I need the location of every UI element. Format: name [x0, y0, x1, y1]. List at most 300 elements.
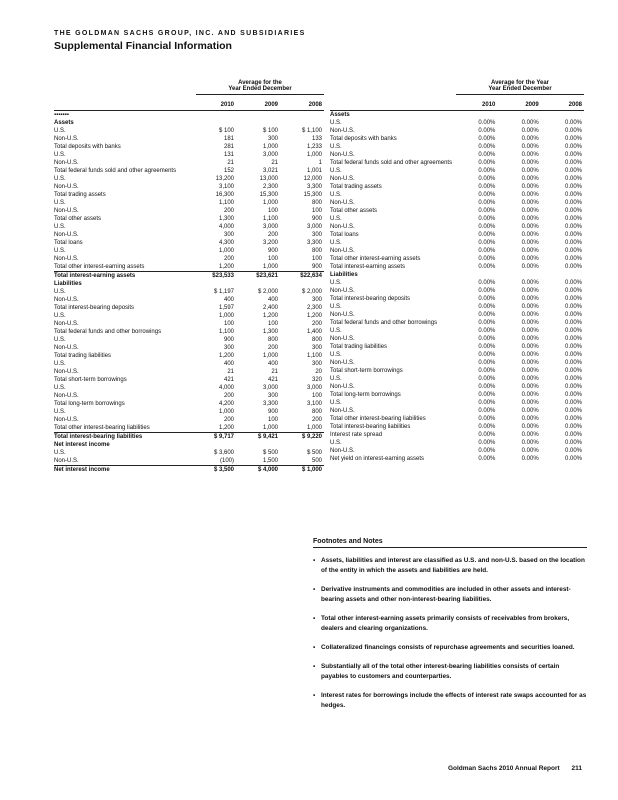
table-row — [54, 328, 324, 336]
left-financial-table — [54, 101, 324, 474]
row-value: 0.00% — [564, 408, 582, 414]
row-value: 0.00% — [564, 368, 582, 374]
table-row — [54, 408, 324, 416]
row-value: 0.00% — [478, 144, 496, 150]
row-value: 1,000 — [262, 425, 278, 431]
row-value: 421 — [267, 377, 278, 383]
row-label: Total interest-bearing deposits — [54, 305, 135, 311]
row-value — [236, 441, 280, 449]
row-value: 1,200 — [218, 353, 234, 359]
row-value: 0.00% — [564, 336, 582, 342]
row-value: $ 500 — [306, 450, 322, 456]
table-row — [330, 367, 584, 375]
row-value: 0.00% — [521, 432, 539, 438]
row-value: 0.00% — [564, 360, 582, 366]
row-value: 0.00% — [521, 384, 539, 390]
row-value: 0.00% — [478, 152, 496, 158]
row-value: 15,300 — [303, 192, 322, 198]
row-value: 0.00% — [564, 456, 582, 462]
row-label: Non-U.S. — [54, 297, 79, 303]
row-label: U.S. — [54, 361, 66, 367]
row-value — [280, 111, 324, 120]
row-value: 1,100 — [306, 353, 322, 359]
row-label: Total short-term borrowings — [54, 377, 127, 383]
row-label: U.S. — [54, 313, 66, 319]
row-value: 281 — [223, 144, 234, 150]
row-value: 20 — [315, 369, 322, 375]
row-value: 100 — [267, 417, 278, 423]
section-row — [54, 111, 324, 120]
bullet-icon: ▪ — [313, 586, 316, 593]
row-value: 0.00% — [564, 128, 582, 134]
row-value: 3,100 — [218, 184, 234, 190]
row-value: 0.00% — [564, 216, 582, 222]
row-value: 0.00% — [478, 424, 496, 430]
table-row — [330, 431, 584, 439]
row-value: 0.00% — [564, 160, 582, 166]
row-value: 0.00% — [521, 224, 539, 230]
row-value: 0.00% — [564, 416, 582, 422]
row-value: 0.00% — [478, 304, 496, 310]
row-value: (100) — [219, 458, 234, 464]
row-value: $ 9,421 — [236, 433, 280, 442]
table-row — [330, 223, 584, 231]
row-value: 0.00% — [478, 312, 496, 318]
row-value: 0.00% — [521, 456, 539, 462]
right-period-heading: Average for the Year Year Ended December — [456, 74, 584, 101]
row-value: 0.00% — [521, 184, 539, 190]
row-value: 13,200 — [215, 176, 234, 182]
row-value: $ 2,000 — [301, 289, 322, 295]
table-row — [330, 239, 584, 247]
row-label: U.S. — [330, 216, 342, 222]
row-value: 3,000 — [262, 152, 278, 158]
row-value: 0.00% — [478, 384, 496, 390]
table-row — [330, 175, 584, 183]
row-value: $ 9,220 — [280, 433, 324, 442]
row-value: 0.00% — [478, 208, 496, 214]
row-value — [454, 271, 497, 279]
row-value: 100 — [267, 321, 278, 327]
row-label: Interest rate spread — [330, 432, 383, 438]
row-value: 1,000 — [218, 248, 234, 254]
row-value: 300 — [311, 361, 322, 367]
row-value — [541, 271, 584, 279]
row-value: $ 100 — [218, 128, 234, 134]
row-value: 0.00% — [564, 240, 582, 246]
table-row — [330, 231, 584, 239]
row-value: 0.00% — [564, 304, 582, 310]
row-value: 800 — [311, 200, 322, 206]
table-row — [54, 457, 324, 466]
row-label: U.S. — [330, 240, 342, 246]
row-label: Non-U.S. — [330, 384, 355, 390]
row-value: 300 — [267, 136, 278, 142]
row-label: U.S. — [330, 376, 342, 382]
bullet-icon: ▪ — [313, 663, 316, 670]
table-row — [54, 304, 324, 312]
row-value: 0.00% — [564, 264, 582, 270]
row-value: 200 — [223, 393, 234, 399]
row-value — [192, 119, 236, 127]
column-header-year: 2010 — [192, 101, 236, 111]
table-row — [330, 447, 584, 455]
row-label: Non-U.S. — [330, 408, 355, 414]
table-row — [54, 312, 324, 320]
row-label: Non-U.S. — [54, 321, 79, 327]
table-row — [54, 159, 324, 167]
row-value: 0.00% — [478, 320, 496, 326]
row-value: 3,200 — [262, 240, 278, 246]
row-value — [236, 111, 280, 120]
table-row — [54, 449, 324, 457]
row-label: U.S. — [330, 352, 342, 358]
row-value: 0.00% — [478, 160, 496, 166]
row-value: 100 — [223, 321, 234, 327]
row-label: U.S. — [330, 280, 342, 286]
table-row — [330, 375, 584, 383]
row-value: 3,300 — [306, 184, 322, 190]
row-value: 320 — [311, 377, 322, 383]
row-value: 131 — [223, 152, 234, 158]
row-label: U.S. — [54, 289, 66, 295]
row-value: 0.00% — [478, 416, 496, 422]
row-label: Non-U.S. — [54, 232, 79, 238]
note-item — [313, 643, 587, 653]
table-row — [54, 215, 324, 223]
row-label: Total long-term borrowings — [54, 401, 125, 407]
row-value: 0.00% — [478, 168, 496, 174]
row-value: 0.00% — [521, 296, 539, 302]
row-value: 900 — [267, 248, 278, 254]
row-label: U.S. — [330, 400, 342, 406]
row-label: Net yield on interest-earning assets — [330, 456, 425, 462]
row-label: Total deposits with banks — [330, 136, 397, 142]
row-label: Total trading assets — [330, 184, 382, 190]
row-value: 900 — [311, 216, 322, 222]
company-name: THE GOLDMAN SACHS GROUP, INC. AND SUBSIDIARIES — [54, 30, 306, 37]
row-value: 0.00% — [478, 248, 496, 254]
row-value: 0.00% — [564, 352, 582, 358]
row-value: 0.00% — [521, 416, 539, 422]
row-label: Total short-term borrowings — [330, 368, 403, 374]
column-header-year: 2010 — [454, 101, 497, 111]
row-value: 0.00% — [478, 344, 496, 350]
page-number: 211 — [571, 765, 582, 772]
row-label: Total federal funds sold and other agreements — [330, 160, 453, 166]
row-label: Non-U.S. — [330, 176, 355, 182]
row-value: 1,001 — [306, 168, 322, 174]
row-value: 4,000 — [218, 385, 234, 391]
row-value: 100 — [267, 208, 278, 214]
table-row — [54, 296, 324, 304]
row-value: 1,100 — [262, 216, 278, 222]
row-value: 900 — [267, 409, 278, 415]
row-label: Non-U.S. — [330, 200, 355, 206]
row-label: U.S. — [54, 248, 66, 254]
row-label: Non-U.S. — [330, 448, 355, 454]
row-value: 300 — [311, 232, 322, 238]
row-value: 200 — [267, 232, 278, 238]
row-value: 0.00% — [564, 224, 582, 230]
note-text: Total other interest-earning assets primarily consists of receivables from brokers, dealers and clearing organizations. — [321, 615, 570, 632]
row-value — [454, 111, 497, 120]
row-value: $ 1,197 — [213, 289, 234, 295]
row-value: 0.00% — [521, 368, 539, 374]
row-value: 0.00% — [521, 344, 539, 350]
row-value: 133 — [311, 136, 322, 142]
table-row — [330, 151, 584, 159]
section-row — [330, 271, 584, 279]
row-value: 1,500 — [262, 458, 278, 464]
row-value: 900 — [311, 264, 322, 270]
row-value: 400 — [223, 297, 234, 303]
row-value: 0.00% — [521, 424, 539, 430]
row-label: Non-U.S. — [330, 248, 355, 254]
row-value: 0.00% — [564, 320, 582, 326]
row-value: 0.00% — [521, 312, 539, 318]
table-row — [54, 231, 324, 239]
row-label: Total interest-bearing deposits — [330, 296, 411, 302]
row-value: 300 — [223, 232, 234, 238]
table-row — [54, 175, 324, 183]
row-label: Total deposits with banks — [54, 144, 121, 150]
row-value: 0.00% — [521, 440, 539, 446]
total-row — [54, 272, 324, 281]
table-row — [54, 400, 324, 408]
row-value: 0.00% — [521, 400, 539, 406]
row-value — [497, 111, 540, 120]
row-value: 0.00% — [564, 152, 582, 158]
row-value: 0.00% — [564, 280, 582, 286]
row-label: Total interest-bearing liabilities — [330, 424, 411, 430]
row-value: 400 — [267, 297, 278, 303]
row-value: 4,300 — [218, 240, 234, 246]
row-label: Non-U.S. — [54, 345, 79, 351]
row-value: 0.00% — [564, 192, 582, 198]
table-row — [330, 207, 584, 215]
table-row — [54, 199, 324, 207]
row-value: 0.00% — [521, 360, 539, 366]
row-value: 0.00% — [478, 128, 496, 134]
row-label: Total loans — [54, 240, 83, 246]
row-value: 0.00% — [478, 192, 496, 198]
row-value: 100 — [311, 256, 322, 262]
row-value: 0.00% — [564, 432, 582, 438]
row-label: Non-U.S. — [330, 128, 355, 134]
section-row — [54, 441, 324, 449]
row-value — [192, 111, 236, 120]
row-value: 0.00% — [478, 296, 496, 302]
row-value: 0.00% — [478, 120, 496, 126]
row-value: 800 — [311, 337, 322, 343]
row-value: $ 100 — [262, 128, 278, 134]
row-value: 0.00% — [521, 128, 539, 134]
row-value: 1,000 — [218, 409, 234, 415]
table-row — [54, 344, 324, 352]
row-label: Non-U.S. — [54, 208, 79, 214]
row-value: 1,000 — [262, 200, 278, 206]
note-item — [313, 556, 587, 576]
row-value — [236, 280, 280, 288]
row-value: 100 — [267, 256, 278, 262]
row-value: 0.00% — [521, 240, 539, 246]
table-row — [54, 424, 324, 433]
row-value: 0.00% — [521, 120, 539, 126]
row-value: 3,000 — [262, 385, 278, 391]
row-label: U.S. — [330, 304, 342, 310]
row-label: Non-U.S. — [54, 256, 79, 262]
row-value: 0.00% — [564, 136, 582, 142]
row-value: 0.00% — [521, 168, 539, 174]
table-row — [54, 368, 324, 376]
row-value: 2,300 — [262, 184, 278, 190]
row-value: 4,000 — [218, 224, 234, 230]
row-value: $ 3,600 — [213, 450, 234, 456]
row-value: 0.00% — [478, 352, 496, 358]
row-label: U.S. — [54, 409, 66, 415]
row-label: Total trading liabilities — [54, 353, 112, 359]
note-text: Interest rates for borrowings include the effects of interest rate swaps accounted for as hedges. — [321, 692, 587, 709]
row-value: 0.00% — [564, 296, 582, 302]
row-value: 3,300 — [262, 401, 278, 407]
bullet-icon: ▪ — [313, 615, 316, 622]
row-value: 0.00% — [478, 440, 496, 446]
row-value: 0.00% — [521, 192, 539, 198]
row-value: 0.00% — [564, 288, 582, 294]
row-label: Liabilities — [54, 281, 82, 287]
table-row — [330, 287, 584, 295]
table-body — [54, 111, 324, 475]
row-value: 0.00% — [521, 232, 539, 238]
table-row — [330, 279, 584, 287]
row-value: 200 — [223, 256, 234, 262]
row-label: Net interest income — [54, 466, 192, 475]
left-period-heading: Average for the Year Ended December — [196, 74, 324, 101]
row-value: $ 2,000 — [257, 289, 278, 295]
table-row — [330, 439, 584, 447]
row-value: 0.00% — [521, 448, 539, 454]
row-value: 0.00% — [521, 328, 539, 334]
row-value — [541, 111, 584, 120]
row-value: 1,000 — [262, 353, 278, 359]
row-value: 100 — [311, 208, 322, 214]
row-label: U.S. — [54, 200, 66, 206]
row-value: 300 — [267, 393, 278, 399]
row-value: 21 — [227, 160, 234, 166]
table-row — [54, 239, 324, 247]
note-text: Assets, liabilities and interest are classified as U.S. and non-U.S. based on the location of the entity in which the assets and liabilities are held. — [321, 557, 585, 574]
row-value: 0.00% — [564, 448, 582, 454]
row-label: Total other interest-earning assets — [330, 256, 421, 262]
row-value: 21 — [227, 369, 234, 375]
row-value: 0.00% — [564, 312, 582, 318]
table-row — [54, 247, 324, 255]
table-row — [54, 320, 324, 328]
row-label: U.S. — [330, 168, 342, 174]
column-header-year: 2009 — [497, 101, 540, 111]
section-row — [54, 119, 324, 127]
table-row — [330, 319, 584, 327]
table-row — [54, 352, 324, 360]
table-row — [54, 255, 324, 263]
row-value — [497, 271, 540, 279]
row-value: 0.00% — [478, 336, 496, 342]
table-row — [330, 327, 584, 335]
row-value: 0.00% — [564, 120, 582, 126]
row-value: 0.00% — [564, 376, 582, 382]
row-value: 3,100 — [306, 401, 322, 407]
table-row — [54, 384, 324, 392]
row-value: 0.00% — [564, 232, 582, 238]
row-value: $ 500 — [262, 450, 278, 456]
row-value: $ 1,100 — [301, 128, 322, 134]
row-value: 0.00% — [478, 448, 496, 454]
row-label: U.S. — [330, 328, 342, 334]
note-text: Collateralized financings consists of repurchase agreements and securities loaned. — [321, 644, 575, 651]
row-value: 800 — [267, 337, 278, 343]
row-value: 0.00% — [521, 136, 539, 142]
table-row — [330, 311, 584, 319]
table-row — [54, 392, 324, 400]
column-header-year: 2009 — [236, 101, 280, 111]
row-label: Total other interest-earning assets — [54, 264, 145, 270]
row-label: U.S. — [54, 152, 66, 158]
row-label: Total other interest-bearing liabilities — [330, 416, 426, 422]
row-value: 0.00% — [564, 328, 582, 334]
row-value: 1,000 — [262, 264, 278, 270]
bullet-icon: ▪ — [313, 557, 316, 564]
row-label: Total trading liabilities — [330, 344, 388, 350]
row-label: Non-U.S. — [330, 152, 355, 158]
row-value: 1 — [318, 160, 322, 166]
table-row — [54, 135, 324, 143]
row-value: 0.00% — [564, 200, 582, 206]
row-value: 0.00% — [478, 256, 496, 262]
row-value: 0.00% — [478, 224, 496, 230]
row-value — [280, 280, 324, 288]
row-value: 0.00% — [521, 216, 539, 222]
row-label: Total federal funds sold and other agreements — [54, 168, 177, 174]
table-row — [330, 351, 584, 359]
row-value: 0.00% — [564, 440, 582, 446]
row-value: $ 1,000 — [280, 466, 324, 475]
row-value: 0.00% — [478, 408, 496, 414]
row-value: $23,621 — [236, 272, 280, 281]
row-value: 421 — [223, 377, 234, 383]
table-row — [330, 415, 584, 423]
row-value: $ 4,000 — [236, 466, 280, 475]
row-label: Non-U.S. — [54, 458, 79, 464]
row-value: 2,400 — [262, 305, 278, 311]
row-value: 0.00% — [564, 256, 582, 262]
row-value: 0.00% — [521, 264, 539, 270]
table-row — [330, 199, 584, 207]
row-label: U.S. — [54, 128, 66, 134]
table-row — [330, 183, 584, 191]
row-label: Total long-term borrowings — [330, 392, 401, 398]
row-value: $22,634 — [280, 272, 324, 281]
row-value: 0.00% — [478, 264, 496, 270]
section-row — [330, 111, 584, 120]
row-label: U.S. — [330, 144, 342, 150]
row-label: Assets — [54, 120, 74, 126]
row-label: U.S. — [54, 337, 66, 343]
row-value: 800 — [311, 248, 322, 254]
row-label: Total interest-bearing liabilities — [54, 433, 192, 442]
row-value: $23,533 — [192, 272, 236, 281]
table-row — [330, 143, 584, 151]
